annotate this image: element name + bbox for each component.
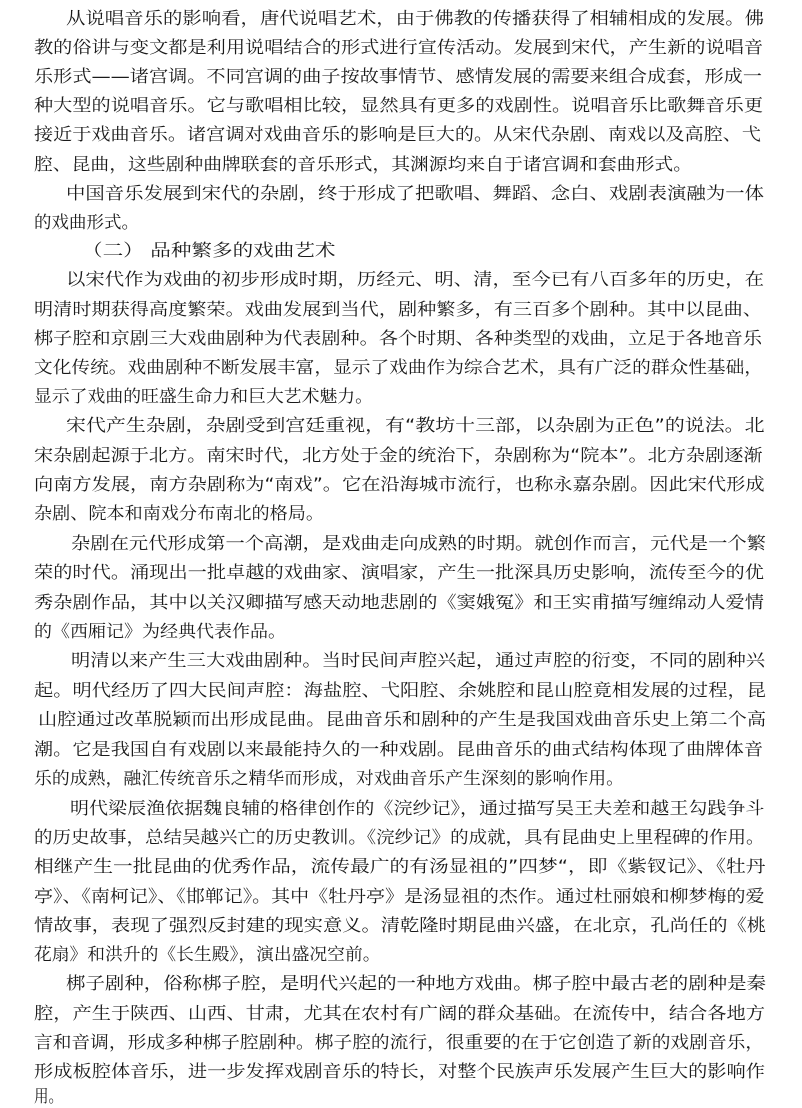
text-line-23: 明清以来产生三大戏曲剧种。当时民间声腔兴起，通过声腔的衍变，不同的剧种兴 [71,651,766,671]
text-line-6: 腔、昆曲，这些剧种曲牌联套的音乐形式，其渊源均来自于诸宫调和套曲形式。 [34,155,693,175]
text-line-33: 花扇》和洪升的《长生殿》，演出盛况空前。 [34,945,381,965]
text-line-34: 梆子剧种，俗称梆子腔，是明代兴起的一种地方戏曲。梆子腔中最古老的剧种是秦 [66,974,767,994]
text-line-19: 杂剧在元代形成第一个高潮，是戏曲走向成熟的时期。就创作而言，元代是一个繁 [71,534,766,554]
text-line-36: 言和音调，形成多种梆子腔剧种。梆子腔的流行，很重要的在于它创造了新的戏剧音乐， [34,1033,765,1053]
text-line-3: 乐形式——诸宫调。不同宫调的曲子按故事情节、感情发展的需要来组合成套，形成一 [34,67,762,87]
text-line-12: 梆子腔和京剧三大戏曲剧种为代表剧种。各个时期、各种类型的戏曲，立足于各地音乐 [34,329,762,349]
text-line-1: 从说唱音乐的影响看，唐代说唱艺术，由于佛教的传播获得了相辅相成的发展。佛 [66,9,764,29]
text-line-28: 明代梁辰渔依据魏良辅的格律创作的《浣纱记》，通过描写吴王夫差和越王勾践争斗 [70,799,765,819]
text-line-24: 起。明代经历了四大民间声腔：海盐腔、弋阳腔、余姚腔和昆山腔竟相发展的过程，昆 [34,681,766,701]
text-line-21: 秀杂剧作品，其中以关汉卿描写感天动地悲剧的《窦娥冤》和王实甫描写缠绵动人爱情 [34,593,764,613]
text-line-2: 教的俗讲与变文都是利用说唱结合的形式进行宣传活动。发展到宋代，产生新的说唱音 [34,38,764,58]
text-line-4: 种大型的说唱音乐。它与歌唱相比较，显然具有更多的戏剧性。说唱音乐比歌舞音乐更 [34,96,764,116]
text-line-11: 明清时期获得高度繁荣。戏曲发展到当代，剧种繁多，有三百多个剧种。其中以昆曲、 [34,300,762,320]
text-line-22: 的《西厢记》为经典代表作品。 [34,622,286,642]
text-line-14: 显示了戏曲的旺盛生命力和巨大艺术魅力。 [34,387,373,407]
text-line-25: 山腔通过改革脱颖而出形成昆曲。昆曲音乐和剧种的产生是我国戏曲音乐史上第二个高 [38,710,766,730]
text-line-31: 亭》、《南柯记》、《邯郸记》。其中《牡丹亭》是汤显祖的杰作。通过杜丽娘和柳梦梅的爱 [34,887,765,907]
text-line-17: 向南方发展，南方杂剧称为“南戏”。它在沿海城市流行，也称永嘉杂剧。因此宋代形成 [34,475,765,495]
text-line-13: 文化传统。戏曲剧种不断发展丰富，显示了戏曲作为综合艺术，具有广泛的群众性基础， [34,358,763,378]
text-line-35: 腔，产生于陕西、山西、甘肃，尤其在农村有广阔的群众基础。在流传中，结合各地方 [34,1004,766,1024]
text-line-27: 乐的成熟，融汇传统音乐之精华而形成，对戏曲音乐产生深刻的影响作用。 [34,769,625,789]
text-line-16: 宋杂剧起源于北方。南宋时代，北方处于金的统治下，杂剧称为“院本”。北方杂剧逐渐 [34,446,763,466]
text-line-30: 相继产生一批昆曲的优秀作品，流传最广的有汤显祖的”四梦“，即《紫钗记》、《牡丹 [34,857,766,877]
text-line-8: 的戏曲形式。 [34,213,139,233]
text-line-38: 用。 [34,1087,63,1107]
text-line-18: 杂剧、院本和南戏分布南北的格局。 [34,504,325,524]
text-line-7: 中国音乐发展到宋代的杂剧，终于形成了把歌唱、舞蹈、念白、戏剧表演融为一体 [66,184,764,204]
text-line-32: 情故事，表现了强烈反封建的现实意义。清乾隆时期昆曲兴盛，在北京，孔尚任的《桃 [34,916,766,936]
text-line-20: 荣的时代。涌现出一批卓越的戏曲家、演唱家，产生一批深具历史影响，流传至今的优 [34,563,764,583]
text-line-10: 以宋代作为戏曲的初步形成时期，历经元、明、清，至今已有八百多年的历史，在 [66,270,764,290]
text-line-37: 形成板腔体音乐，进一步发挥戏剧音乐的特长，对整个民族声乐发展产生巨大的影响作 [34,1062,766,1082]
text-line-15: 宋代产生杂剧，杂剧受到宫廷重视，有“教坊十三部，以杂剧为正色”的说法。北 [66,416,765,436]
text-line-26: 潮。它是我国自有戏剧以来最能持久的一种戏剧。昆曲音乐的曲式结构体现了曲牌体音 [34,740,764,760]
section-heading: （二） 品种繁多的戏曲艺术 [82,241,336,261]
text-line-5: 接近于戏曲音乐。诸宫调对戏曲音乐的影响是巨大的。从宋代杂剧、南戏以及高腔、弋 [34,125,762,145]
text-line-29: 的历史故事，总结吴越兴亡的历史教训。《浣纱记》的成就，具有昆曲史上里程碑的作用。 [34,828,765,848]
